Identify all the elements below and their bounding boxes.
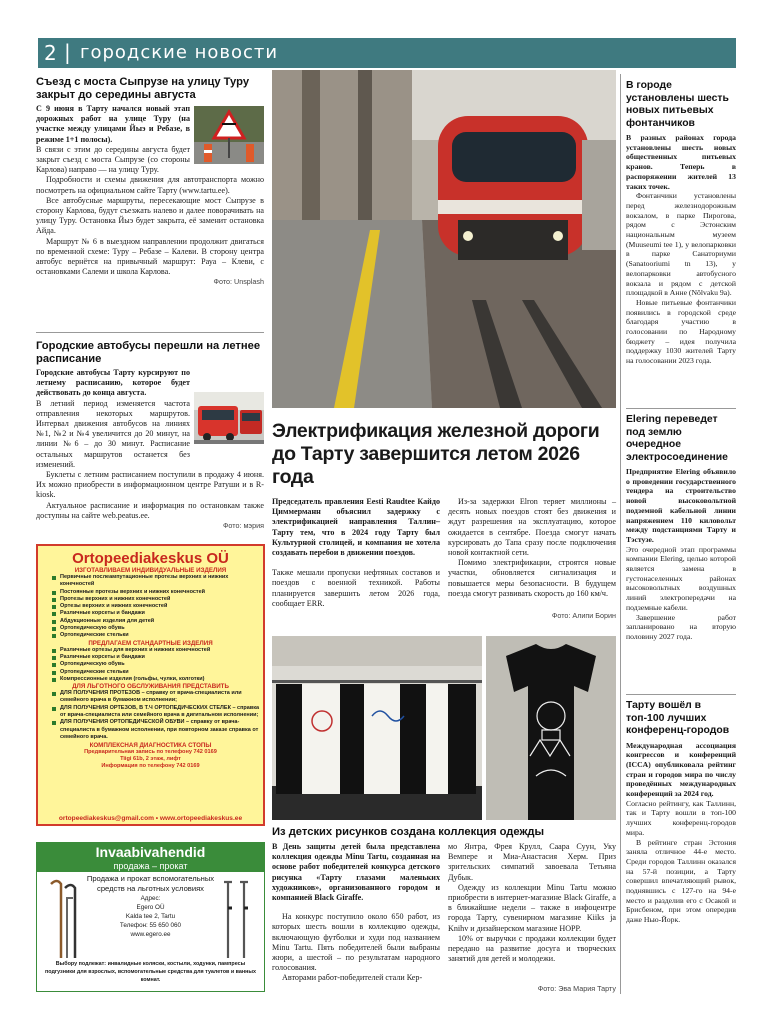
list-item: ДЛЯ ПОЛУЧЕНИЯ ОРТЕЗОВ, В Т.Ч ОРТОПЕДИЧЕСКИХ СТЕЛЕК – справка от врача-специалиста или семейного врача в дигитальном исполнении; [60, 705, 263, 720]
ad-ortopeediakeskus [36, 544, 265, 826]
paragraph: В связи с этим до середины августа будет закрыт съезд с моста Сыпрузе (со стороны Карлова) направо — на улицу Туру. [36, 144, 190, 175]
paragraph: Маршрут № 6 в выездном направлении продолжит двигаться по временной схеме: Туру – Ребазе – Калеви. В сторону центра автобус вернётся на привычный маршрут: Рауа – Клеви, с остановками Салеми и школа Карлова. [36, 236, 264, 277]
paragraph: Помимо электрификации, строятся новые участки, обновляется сигнализация и повышается меры безопасности. В будущем поезда смогут развивать скорость до 160 км/ч. [448, 558, 616, 598]
photo-credit: Фото: мэрия [222, 521, 264, 531]
photo-credit: Фото: Unsplash [213, 277, 264, 287]
list-item: ДЛЯ ПОЛУЧЕНИЯ ОРТОПЕДИЧЕСКОЙ ОБУВИ – справку от врача-специалиста в бумажном исполнении, при повторном заказе справка от семейного врача. [60, 719, 263, 741]
article-bridge [36, 76, 264, 286]
ad-subtitle: продажа – прокат [37, 861, 264, 872]
ad-contact: Информация по телефону 742 0169 [101, 763, 200, 770]
paragraph: Согласно рейтингу, как Таллинн, так и Тарту вошли в топ-100 лучших конференц-городов мира. [626, 798, 736, 837]
ad-subheading: ИЗГОТАВЛИВАЕМ ИНДИВИДУАЛЬНЫЕ ИЗДЕЛИЯ [74, 567, 227, 574]
article-title: Съезд с моста Сыпрузе на улицу Туру закрыт до середины августа [36, 76, 250, 101]
article-title: Elering переведет под землю очередное электросоединение [626, 414, 728, 463]
list-item: Ортопедические стельки [60, 632, 263, 639]
paragraph: Авторами работ-победителей стали Кер- [282, 973, 423, 983]
ad-footer-links[interactable]: ortopeediakeskus@gmail.com • www.ortopeediakeskus.ee [58, 815, 243, 822]
paragraph: Актуальное расписание и информация по остановкам также доступны на сайте web.peatus.ee. [36, 500, 264, 520]
ad-website-link[interactable]: www.egero.ee [130, 931, 171, 938]
paragraph: Завершение работ запланировано на вторую половину 2027 года. [626, 612, 736, 641]
page-number: 2 [44, 41, 57, 65]
ad-fine-print: Выбору подлежат: инвалидные коляски, костыли, ходунки, пампресы подгузники для взрослых, вспомогательные средства для туалетов и ванных комнат. [44, 961, 256, 983]
ad-list [38, 647, 263, 683]
column-divider [620, 74, 621, 994]
list-item: Различные корсеты и бандажи [60, 654, 263, 661]
crutches-icon [218, 878, 258, 960]
header-separator: | [64, 40, 71, 64]
paragraph: Фонтанчики установлены перед железнодорожным вокзалом, в парке Пирогова, рядом с Эстонским национальным музеем (Muuseumi tee 1), у велопарковки в парке Санаториуми (Sanatooriumi tn 13), у велопарковки автобусного вокзала и рядом с детской площадкой в Анне (Nõlvaku 9a). [626, 191, 736, 298]
paragraph: Все автобусные маршруты, пересекающие мост Сыпрузе в сторону Карлова, будут съезжать налево и далее поворачивать на улицу Туру. Остановка Йыэ будет закрыта, её заменит остановка Айда. [36, 195, 264, 236]
article-top100 [626, 700, 736, 925]
article-fountains [626, 80, 736, 366]
divider [626, 694, 736, 695]
list-item: Ортопедическую обувь [60, 661, 263, 668]
article-lead: Предприятие Elering объявило о проведении государственного тендера на строительство новой высоковольтной подземной кабельной линии напряжением 110 киловольт между подстанциями Тарту и Тэстузе. [626, 467, 736, 544]
list-item: Протезы верхних и нижних конечностей [60, 596, 263, 603]
divider [36, 332, 264, 333]
photo-credit: Фото: Алипи Борин [551, 611, 616, 621]
list-item: Различные ортезы для верхних и нижних конечностей [60, 647, 263, 654]
ad-list [38, 574, 263, 640]
ad-address: Tiigi 61b, 2 этаж, лифт [120, 756, 181, 763]
roadwork-photo [194, 106, 264, 164]
article-title: Электрификация железной дороги до Тарту завершится летом 2026 года [272, 420, 600, 488]
ad-address-label: Адрес: [140, 895, 161, 902]
paragraph: Это очередной этап программы компании Elering, целью которой является замена в густонаселенных районах высоковольтных воздушных линий электропередачи на подземные кабели. [626, 544, 736, 612]
paragraph: мо Янтра, Фрея Крулл, Саара Суун, Уку Вемпере и Миа-Анастасия Херм. Приз зрительских симпатий завоевала Тетьяна Дубык. [448, 842, 616, 882]
list-item: Постоянные протезы верхних и нижних конечностей [60, 589, 263, 596]
ad-street: Kalda tee 2, Tartu [125, 913, 176, 920]
paragraph: 10% от выручки с продажи коллекции будет передано на развитие досуга и творческих занятий для детей и молодежи. [448, 933, 616, 964]
article-elering [626, 414, 736, 642]
paragraph: Из-за задержки Elron теряет миллионы – десять новых поездов стоят без движения и ждут разрешения на эксплуатацию, которое ожидается в сентябре. Поезда смогут начать курсировать до Тапа сразу после подключения новой контактной сети. [448, 497, 616, 558]
photo-credit: Фото: Эва Мария Тарту [537, 983, 616, 993]
list-item: Первичные послеампутационные протезы верхних и нижних конечностей [60, 574, 263, 589]
ad-list [38, 690, 263, 741]
ad-line: средств на льготных условиях [97, 884, 204, 893]
ad-contact: Предварительная запись по телефону 742 0169 [84, 749, 217, 756]
article-title: Городские автобусы перешли на летнее расписание [36, 340, 261, 365]
list-item: Различные корсеты и бандажи [60, 610, 263, 617]
article-lead: В День защиты детей была представлена коллекция одежды Minu Tartu, созданная на основе работ победителей конкурса детского рисунка «Тарту глазами маленьких художников», организованного городом и компанией Black Giraffe. [272, 842, 440, 903]
list-item: Абдукционные изделия для детей [60, 618, 263, 625]
article-buses [36, 340, 264, 530]
ad-line: Продажа и прокат вспомогательных [86, 874, 215, 883]
section-title: городские новости [80, 42, 279, 63]
ad-subheading: ДЛЯ ЛЬГОТНОГО ОБСЛУЖИВАНИЯ ПРЕДСТАВИТЬ [72, 683, 229, 691]
paragraph: Буклеты с летним расписанием поступили в продажу 4 июня. Их можно приобрести в информационном центре Ратуши и в R-kiosk. [36, 470, 264, 500]
article-clothes [272, 826, 616, 993]
article-lead: Городские автобусы Тарту курсируют по летнему расписанию, которое будет действовать до конца августа. [36, 368, 190, 398]
list-item: Ортопедическую обувь [60, 625, 263, 632]
section-header [38, 38, 736, 68]
list-item: Ортезы верхних и нижних конечностей [60, 603, 263, 610]
article-lead: Международная ассоциация конгрессов и конференций (ICCA) опубликовала рейтинг стран и городов мира по числу проведённых международных конференций за 2024 год. [626, 740, 736, 799]
ad-subheading: ПРЕДЛАГАЕМ СТАНДАРТНЫЕ ИЗДЕЛИЯ [88, 639, 213, 647]
article-rail [272, 420, 616, 620]
paragraph: На конкурс поступило около 650 работ, из которых шесть вошли в коллекцию одежды, включающую футболки и худи под названием Minu Tartu. Пять победителей были выбраны жюри, а шестой – по результатам народного голосования. [272, 912, 440, 973]
article-title: В городе установлены шесть новых питьевых фонтанчиков [626, 80, 729, 129]
list-item: Компрессионные изделия (гольфы, чулки, колготки) [60, 676, 263, 683]
paragraph: Подробности и схемы движения для автотранспорта можно посмотреть на официальном сайте Тарту (www.tartu.ee). [36, 175, 264, 195]
paragraph: В рейтинге стран Эстония заняла отличное 44-е место. Среди городов Таллинн оказался на 57-й позиции, а Тарту совершил впечатляющий рывок, поднявшись с 127-го на 94-е место и разделив его с Осакой и Брисбеном, при этом опередив даже Нью-Йорк. [626, 837, 736, 925]
tshirt-rack-photo [272, 636, 482, 820]
article-title: Из детских рисунков создана коллекция одежды [272, 826, 545, 838]
ad-phone: Телефон: 55 650 060 [119, 922, 182, 929]
article-lead: В разных районах города установлены шесть новых общественных питьевых кранов. Теперь в распоряжении жителей 13 таких точек. [626, 133, 736, 191]
paragraph: Также мешали пропуски нефтяных составов и поездов с военной техникой. Работы планируется завершить летом 2026 года, сообщает ERR. [272, 568, 440, 608]
paragraph: Новые питьевые фонтанчики появились в городской среде благодаря участию в голосовании по Народному бюджету – идея получила поддержку 1030 жителей Тарту на голосовании 2023 года. [626, 297, 736, 366]
ad-title: Invaabivahendid [37, 843, 264, 861]
paragraph: В летний период изменяется частота отправления некоторых маршрутов. Интервал движения автобусов на линиях №1, №2 и №4 увеличится до 20 минут, на линии №6 – до 30 минут. Расписание остальных маршрутов останется без изменений. [36, 398, 190, 469]
tshirt-drawing-photo [486, 636, 616, 820]
ad-title: Ortopeediakeskus OÜ [72, 550, 229, 567]
article-title: Тарту вошёл в топ-100 лучших конференц-городов [626, 700, 730, 736]
list-item: ДЛЯ ПОЛУЧЕНИЯ ПРОТЕЗОВ – справку от врача-специалиста или семейного врача в бумажном исполнении; [60, 690, 263, 705]
article-lead: Председатель правления Eesti Raudtee Кайдо Циммерманн объяснил задержку с электрификацией направления Таллин–Тарту тем, что в 2024 году Тарту был Культурной столицей, и компания не хотела создавать перебои в движении поездов. [272, 497, 440, 558]
ad-company: Egero OÜ [136, 904, 165, 911]
walking-canes-icon [43, 878, 83, 960]
paragraph: Одежду из коллекции Minu Tartu можно приобрести в интернет-магазине Black Giraffe, а в ближайшие недели – также в инфоцентре города Тарту, сувенирном магазине Kiiks ja Knihv и дизайнерском магазине HOPP. [448, 882, 616, 933]
bus-photo [194, 392, 264, 444]
divider [626, 408, 736, 409]
list-item: Ортопедические стельки [60, 669, 263, 676]
ad-invaabivahendid [36, 842, 265, 992]
train-photo [272, 70, 616, 408]
article-lead: С 9 июня в Тарту начался новый этап дорожных работ на улице Туру (на участке между улицами Йыэ и Ребазе, в режиме 1+1 полосы). [36, 104, 190, 144]
ad-subheading: КОМПЛЕКСНАЯ ДИАГНОСТИКА СТОПЫ [89, 742, 212, 750]
